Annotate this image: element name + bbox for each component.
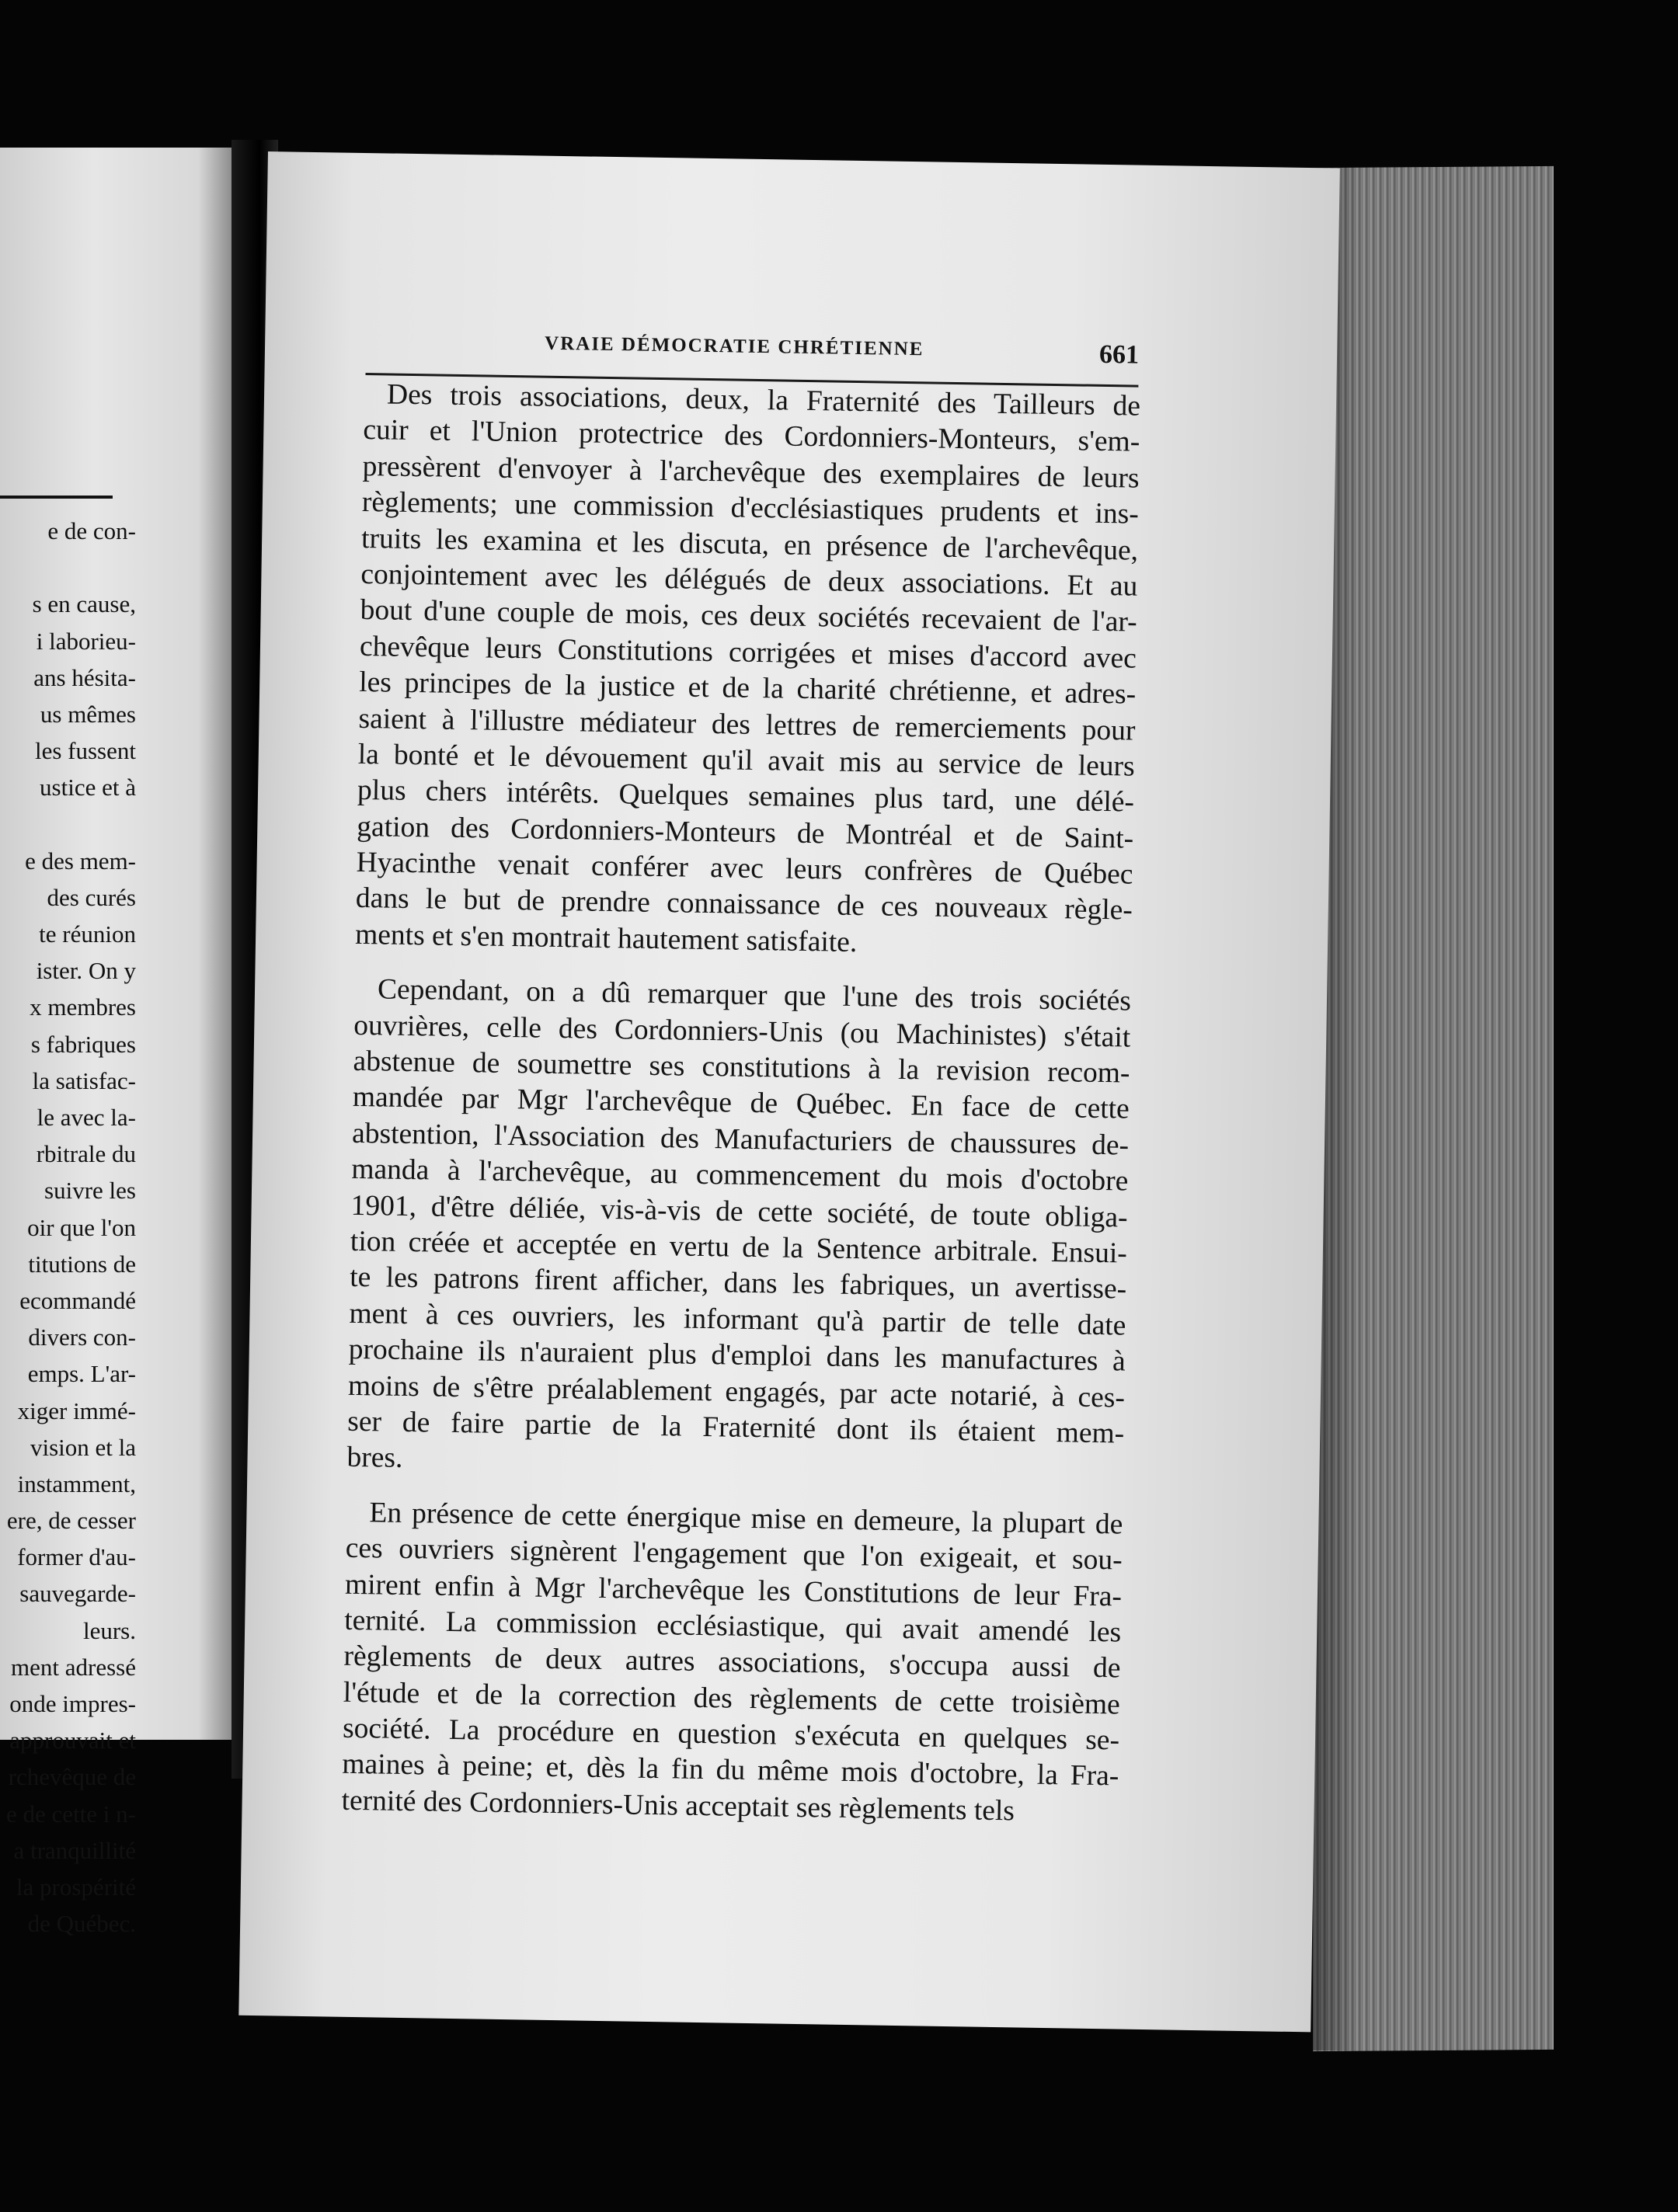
left-page-line: i laborieu-	[36, 627, 136, 655]
text-line: Des trois associations, deux, la Fraternité des Tailleurs de	[386, 378, 1141, 423]
left-page-line: oir que l'on	[27, 1213, 136, 1241]
right-page	[238, 151, 1340, 2032]
text-line: ment à ces ouvriers, les informant qu'à partir de telle date	[349, 1297, 1126, 1342]
left-page-line: ans hésita-	[33, 663, 136, 691]
text-line: ternité des Cordonniers-Unis acceptait ses règlements tels	[341, 1784, 1015, 1828]
left-page-line: instamment,	[17, 1469, 136, 1497]
left-page-line: us mêmes	[40, 700, 136, 728]
text-line: te les patrons firent afficher, dans les fabriques, un avertisse-	[349, 1261, 1127, 1306]
text-line: Cependant, on a dû remarquer que l'une des trois sociétés	[377, 973, 1132, 1017]
text-line: les principes de la justice et de la charité chrétienne, et adres-	[358, 666, 1137, 711]
left-page-line: suivre les	[44, 1177, 136, 1205]
text-line: chevêque leurs Constitutions corrigées et mises d'accord avec	[359, 630, 1137, 675]
left-page-line	[0, 549, 136, 586]
left-page-line	[0, 806, 136, 843]
left-page-line: ere, de cesser	[6, 1507, 136, 1535]
left-page-line: ecommandé	[19, 1286, 136, 1314]
left-page-line: e des mem-	[25, 847, 136, 875]
paragraph	[355, 377, 1141, 965]
left-page-line: rchevêque de	[8, 1763, 136, 1791]
left-page-line: approuvait et	[9, 1727, 136, 1755]
left-page-line: vision et la	[30, 1433, 136, 1461]
left-page-line: a tranquillité	[13, 1836, 136, 1864]
text-line: prochaine ils n'auraient plus d'emploi dans les manufactures à	[348, 1333, 1126, 1378]
left-page-line: les fussent	[34, 737, 136, 765]
left-page-line: former d'au-	[17, 1543, 136, 1571]
left-page-line: te réunion	[39, 920, 136, 948]
text-line: Hyacinthe venait conférer avec leurs confrères de Québec	[356, 846, 1133, 891]
text-line: En présence de cette énergique mise en demeure, la plupart de	[369, 1496, 1123, 1541]
text-line: l'étude et de la correction des règlements de cette troisième	[343, 1676, 1121, 1721]
text-line: conjointement avec les délégués de deux associations. Et au	[360, 558, 1138, 603]
text-line: cuir et l'Union protectrice des Cordonniers-Monteurs, s'em-	[363, 414, 1140, 459]
text-line: la bonté et le dévouement qu'il avait mis au service de leurs	[357, 738, 1136, 783]
text-line: saient à l'illustre médiateur des lettres de remerciements pour	[358, 702, 1136, 747]
text-line: moins de s'être préalablement engagés, par acte notarié, à ces-	[347, 1369, 1126, 1414]
text-line: gation des Cordonniers-Monteurs de Montréal et de Saint-	[357, 810, 1134, 855]
text-line: règlements; une commission d'ecclésiastiques prudents et ins-	[361, 486, 1140, 530]
left-page-line: des curés	[47, 883, 136, 911]
text-line: ces ouvriers signèrent l'engagement que l'on exigeait, et sou-	[345, 1532, 1123, 1577]
left-page-line: la prospérité	[16, 1873, 136, 1901]
text-line: plus chers intérêts. Quelques semaines plus tard, une délé-	[357, 774, 1135, 819]
left-page-line: onde impres-	[9, 1690, 136, 1717]
left-facing-page	[0, 148, 233, 1938]
text-line: abstention, l'Association des Manufacturiers de chaussures de-	[351, 1117, 1130, 1162]
paragraph	[341, 1495, 1123, 1831]
left-page-line: x membres	[30, 993, 136, 1021]
page-number: 661	[1098, 339, 1140, 370]
left-page-line: leurs.	[82, 1616, 136, 1644]
left-page-line: de Québec.	[27, 1910, 136, 1938]
left-page-line: s fabriques	[30, 1030, 136, 1058]
left-page-line: la satisfac-	[32, 1066, 136, 1094]
text-line: ternité. La commission ecclésiastique, qui avait amendé les	[343, 1604, 1122, 1649]
text-line: ments et s'en montrait hautement satisfaite.	[354, 918, 858, 958]
text-line: manda à l'archevêque, au commencement du mois d'octobre	[351, 1153, 1129, 1198]
text-line: ser de faire partie de la Fraternité dont ils étaient mem-	[347, 1405, 1125, 1450]
page-header	[366, 330, 1140, 381]
text-line: pressèrent d'envoyer à l'archevêque des exemplaires de leurs	[362, 450, 1140, 495]
left-page-line: emps. L'ar-	[27, 1360, 136, 1388]
running-title: VRAIE DÉMOCRATIE CHRÉTIENNE	[544, 332, 924, 360]
left-page-line: xiger immé-	[17, 1396, 136, 1424]
text-line: maines à peine; et, dès la fin du même mois d'octobre, la Fra-	[342, 1748, 1119, 1793]
left-page-line: e de cette i n-	[6, 1800, 136, 1828]
left-page-line: ustice et à	[40, 774, 136, 802]
left-page-line: sauvegarde-	[19, 1580, 136, 1608]
left-header-rule	[0, 496, 113, 499]
paragraph	[346, 972, 1131, 1488]
text-line: truits les examina et les discuta, en présence de l'archevêque,	[360, 522, 1139, 567]
left-page-line: e de con-	[47, 517, 136, 544]
left-page-line: ment adressé	[11, 1653, 136, 1681]
body-text	[341, 377, 1140, 1831]
text-line: société. La procédure en question s'exécuta en quelques se-	[342, 1712, 1120, 1757]
text-line: abstenue de soumettre ses constitutions à la revision recom-	[353, 1045, 1130, 1090]
left-page-line: titutions de	[28, 1250, 136, 1278]
text-line: tion créée et acceptée en vertu de la Sentence arbitrale. Ensui-	[350, 1225, 1128, 1270]
text-line: mandée par Mgr l'archevêque de Québec. En face de cette	[352, 1081, 1130, 1125]
left-page-line: rbitrale du	[36, 1140, 136, 1168]
text-line: 1901, d'être déliée, vis-à-vis de cette société, de toute obliga-	[350, 1189, 1128, 1234]
left-page-line: ister. On y	[36, 957, 136, 985]
text-line: dans le but de prendre connaissance de ces nouveaux règle-	[355, 882, 1133, 927]
text-line: bres.	[346, 1442, 403, 1475]
text-line: bout d'une couple de mois, ces deux sociétés recevaient de l'ar-	[360, 594, 1137, 638]
left-page-line: le avec la-	[37, 1104, 136, 1131]
left-page-text	[0, 513, 136, 1942]
left-page-line: s en cause,	[32, 590, 136, 618]
text-line: mirent enfin à Mgr l'archevêque les Constitutions de leur Fra-	[344, 1568, 1123, 1612]
left-page-line: divers con-	[28, 1323, 136, 1351]
text-line: ouvrières, celle des Cordonniers-Unis (ou Machinistes) s'était	[353, 1009, 1131, 1054]
text-line: règlements de deux autres associations, s'occupa aussi de	[343, 1640, 1121, 1685]
